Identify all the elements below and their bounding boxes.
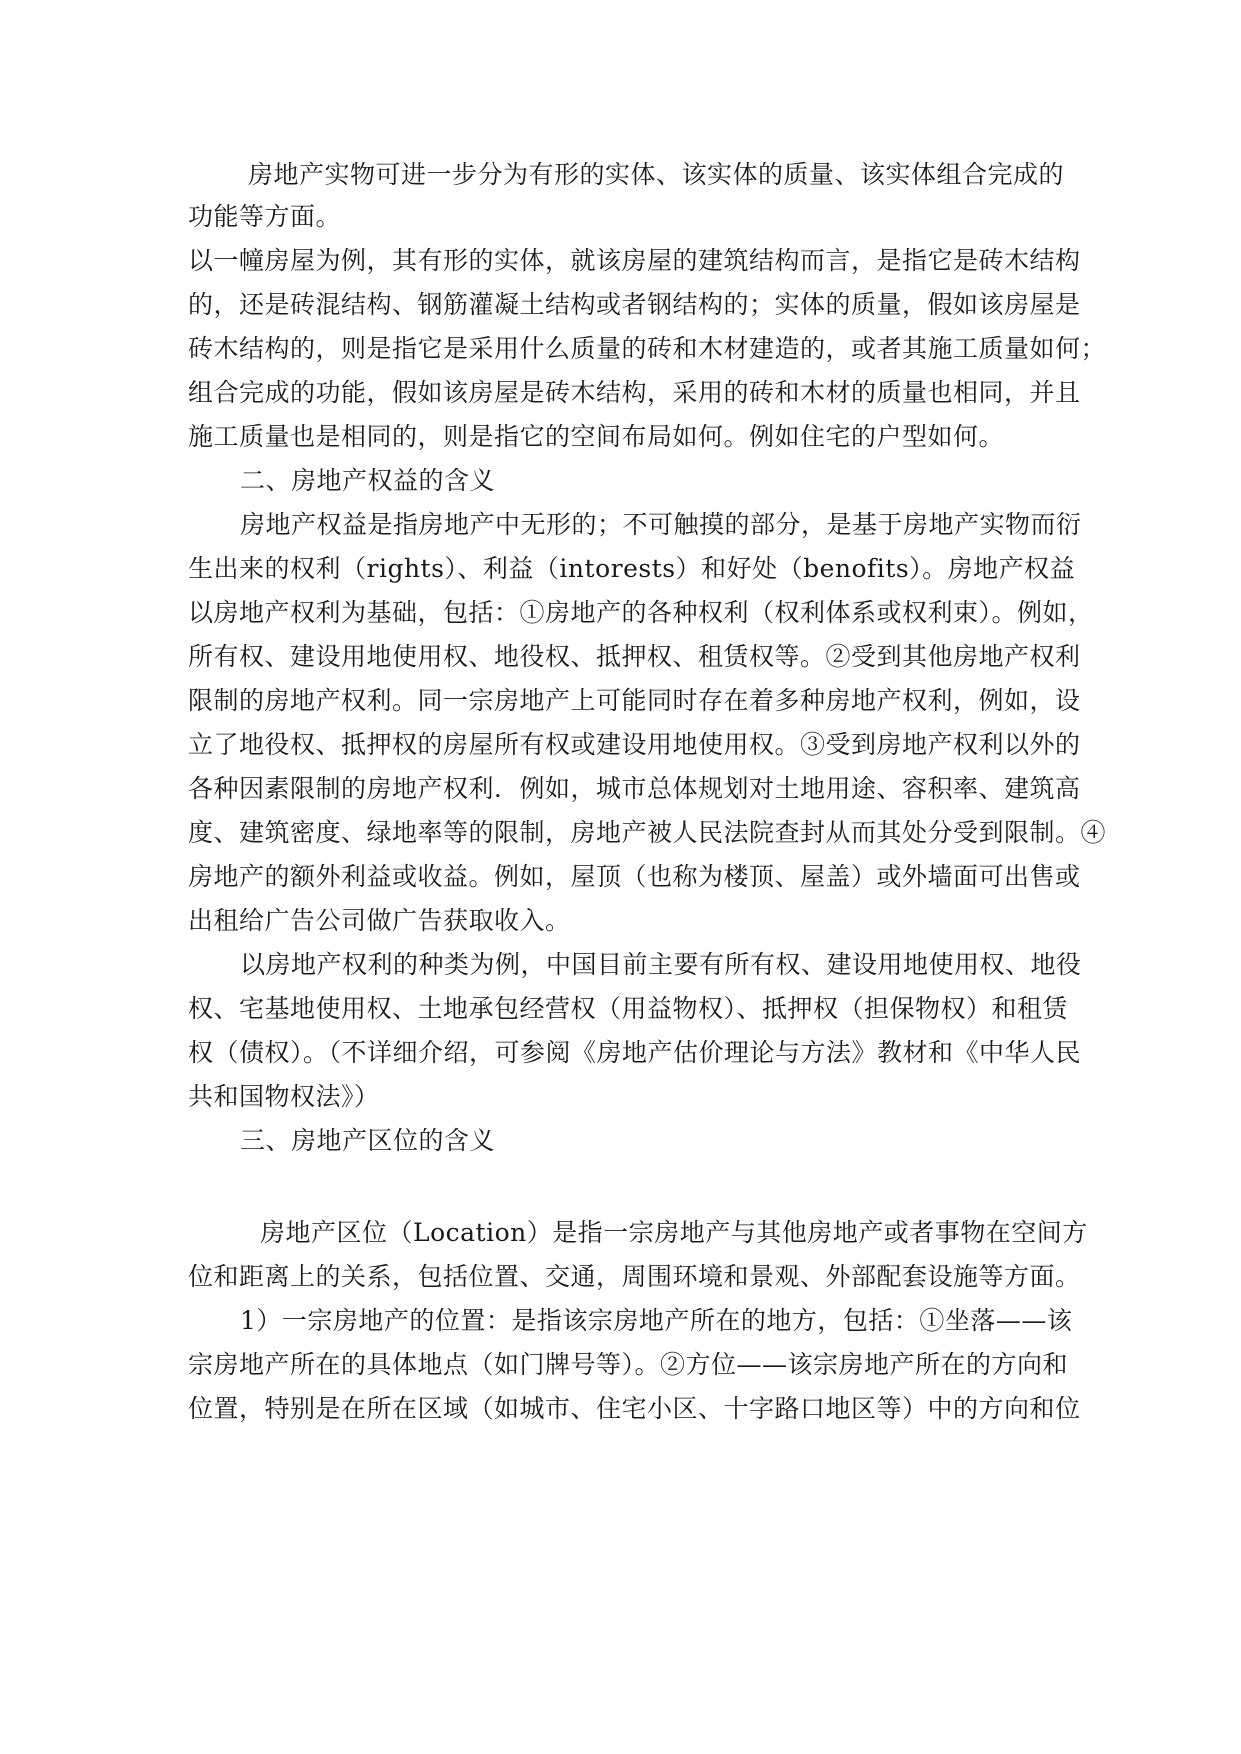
paragraph-line: 以房地产权利为基础，包括：①房地产的各种权利（权利体系或权利束）。例如， — [188, 598, 1094, 627]
paragraph-line: 房地产区位（Location）是指一宗房地产与其他房地产或者事物在空间方 — [260, 1218, 1088, 1247]
paragraph-line: 以房地产权利的种类为例，中国目前主要有所有权、建设用地使用权、地役 — [240, 950, 1082, 979]
paragraph-line: 房地产的额外利益或收益。例如，屋顶（也称为楼顶、屋盖）或外墙面可出售或 — [188, 862, 1081, 891]
paragraph-line: 生出来的权利（rights）、利益（intorests）和好处（benofits）。房地产权益 — [188, 554, 1076, 583]
paragraph-line: 房地产实物可进一步分为有形的实体、该实体的质量、该实体组合完成的 — [248, 160, 1065, 189]
paragraph-line: 组合完成的功能，假如该房屋是砖木结构，采用的砖和木材的质量也相同，并且 — [188, 378, 1081, 407]
section-heading: 三、房地产区位的含义 — [240, 1126, 496, 1155]
paragraph-line: 功能等方面。 — [188, 202, 342, 231]
paragraph-line: 砖木结构的，则是指它是采用什么质量的砖和木材建造的，或者其施工质量如何； — [188, 334, 1107, 363]
paragraph-line: 位和距离上的关系，包括位置、交通，周围环境和景观、外部配套设施等方面。 — [188, 1262, 1081, 1291]
paragraph-line: 以一幢房屋为例，其有形的实体，就该房屋的建筑结构而言，是指它是砖木结构 — [188, 246, 1081, 275]
paragraph-line: 的，还是砖混结构、钢筋灌凝土结构或者钢结构的；实体的质量，假如该房屋是 — [188, 290, 1081, 319]
paragraph-line: 度、建筑密度、绿地率等的限制，房地产被人民法院查封从而其处分受到限制。④ — [188, 818, 1107, 847]
paragraph-line: 宗房地产所在的具体地点（如门牌号等）。②方位——该宗房地产所在的方向和 — [188, 1350, 1069, 1379]
paragraph-line: 权（债权）。（不详细介绍，可参阅《房地产估价理论与方法》教材和《中华人民 — [188, 1038, 1082, 1067]
paragraph-line: 出租给广告公司做广告获取收入。 — [188, 906, 571, 935]
paragraph-line: 各种因素限制的房地产权利．例如，城市总体规划对土地用途、容积率、建筑高 — [188, 774, 1081, 803]
paragraph-line: 权、宅基地使用权、土地承包经营权（用益物权）、抵押权（担保物权）和租赁 — [188, 994, 1069, 1023]
paragraph-line: 立了地役权、抵押权的房屋所有权或建设用地使用权。③受到房地产权利以外的 — [188, 730, 1081, 759]
paragraph-line: 房地产权益是指房地产中无形的；不可触摸的部分，是基于房地产实物而衍 — [240, 510, 1082, 539]
paragraph-line: 限制的房地产权利。同一宗房地产上可能同时存在着多种房地产权利，例如，设 — [188, 686, 1081, 715]
paragraph-line: 所有权、建设用地使用权、地役权、抵押权、租赁权等。②受到其他房地产权利 — [188, 642, 1081, 671]
paragraph-line: 共和国物权法》） — [188, 1082, 380, 1111]
section-heading: 二、房地产权益的含义 — [240, 466, 496, 495]
paragraph-line: 施工质量也是相同的，则是指它的空间布局如何。例如住宅的户型如何。 — [188, 422, 1005, 451]
paragraph-line: 1）一宗房地产的位置：是指该宗房地产所在的地方，包括：①坐落——该 — [240, 1306, 1073, 1335]
paragraph-line: 位置，特别是在所在区域（如城市、住宅小区、十字路口地区等）中的方向和位 — [188, 1394, 1081, 1423]
